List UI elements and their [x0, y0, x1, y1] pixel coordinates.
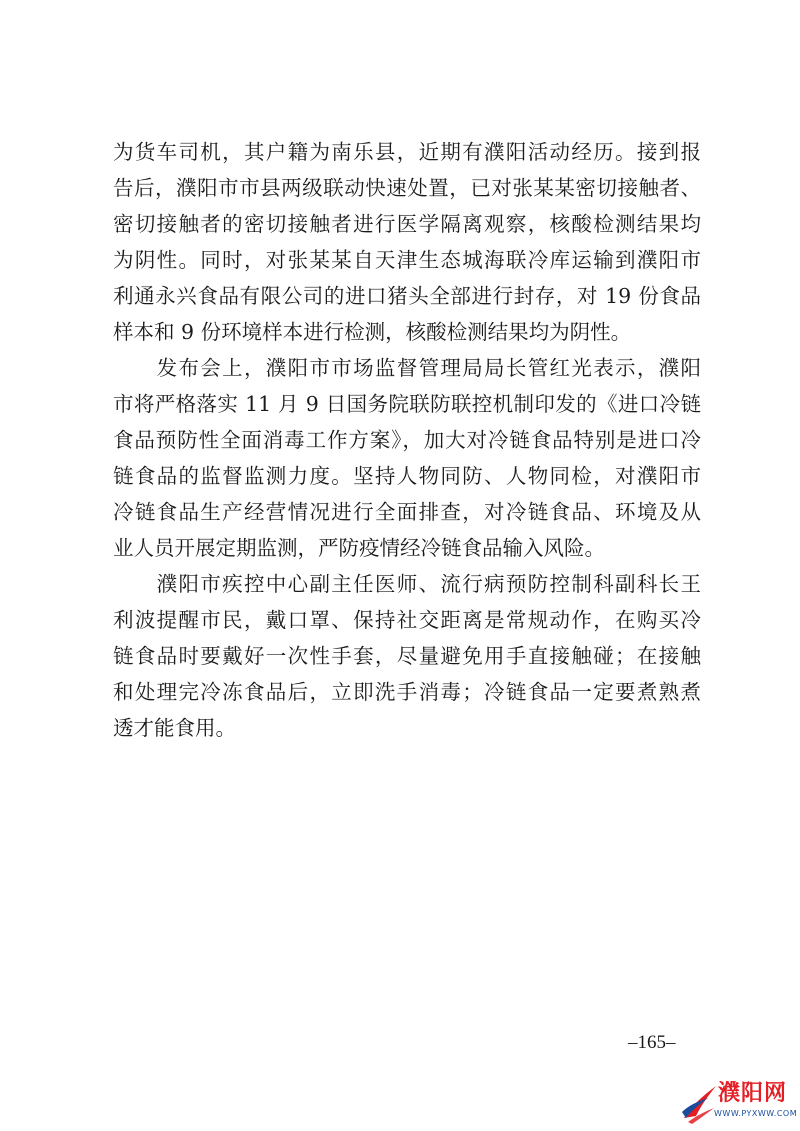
text-line: 利通永兴食品有限公司的进口猪头全部进行封存，对 19 份食品 [113, 284, 701, 308]
text-line: 样本和 9 份环境样本进行检测，核酸检测结果均为阴性。 [113, 320, 632, 344]
text-line: 和处理完冷冻食品后，立即洗手消毒；冷链食品一定要煮熟煮 [113, 680, 701, 704]
text-line: 透才能食用。 [113, 716, 236, 740]
text-line: 告后，濮阳市市县两级联动快速处置，已对张某某密切接触者、 [113, 176, 701, 200]
text-line: 市将严格落实 11 月 9 日国务院联防联控机制印发的《进口冷链 [113, 392, 701, 416]
site-logo[interactable] [678, 1076, 796, 1126]
text-line: 冷链食品生产经营情况进行全面排查，对冷链食品、环境及从 [113, 500, 701, 524]
text-line: 为阴性。同时，对张某某自天津生态城海联冷库运输到濮阳市 [113, 248, 701, 272]
text-line: 利波提醒市民，戴口罩、保持社交距离是常规动作，在购买冷 [113, 608, 701, 632]
text-line: 濮阳市疾控中心副主任医师、流行病预防控制科副科长王 [113, 572, 701, 596]
logo-swoosh-icon [678, 1076, 722, 1126]
article-body [113, 134, 701, 746]
text-line: 链食品时要戴好一次性手套，尽量避免用手直接触碰；在接触 [113, 644, 701, 668]
text-line: 链食品的监督监测力度。坚持人物同防、人物同检，对濮阳市 [113, 464, 701, 488]
logo-title: 濮阳网 [718, 1081, 788, 1106]
logo-url: WWW.PYXWW.COM [714, 1109, 798, 1118]
text-line: 为货车司机，其户籍为南乐县，近期有濮阳活动经历。接到报 [113, 140, 701, 164]
text-line: 业人员开展定期监测，严防疫情经冷链食品输入风险。 [113, 536, 605, 560]
text-line: 食品预防性全面消毒工作方案》，加大对冷链食品特别是进口冷 [113, 428, 701, 452]
text-line: 密切接触者的密切接触者进行医学隔离观察，核酸检测结果均 [113, 212, 701, 236]
page-number: –165– [628, 1032, 676, 1053]
text-line: 发布会上，濮阳市市场监督管理局局长管红光表示，濮阳 [113, 356, 701, 380]
